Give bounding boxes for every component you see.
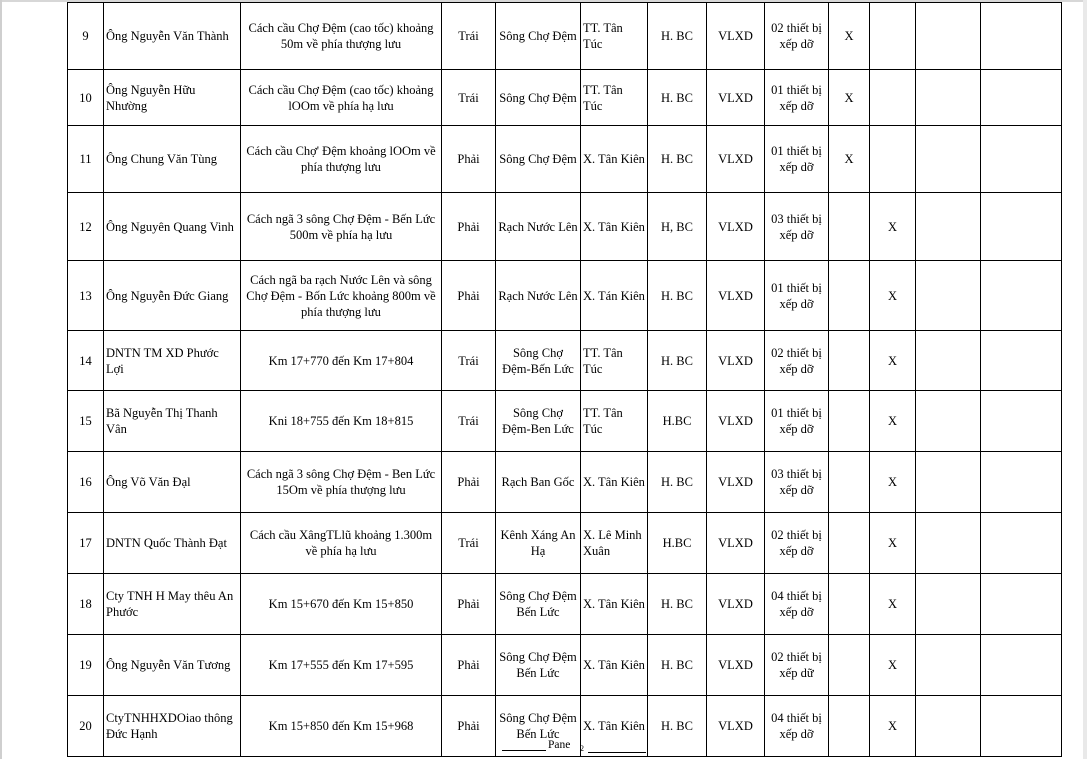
row-number-cell: 17 (68, 513, 104, 574)
empty-col-2-cell (981, 452, 1062, 513)
empty-col-1-cell (916, 391, 981, 452)
mark-col-1-cell (829, 331, 870, 391)
row-number-cell: 11 (68, 126, 104, 193)
table-row (68, 452, 1062, 513)
capacity-cell: H. BC (648, 331, 707, 391)
owner-name-cell: Ông Nguyễn Văn Tương (104, 635, 241, 696)
table-row (68, 574, 1062, 635)
owner-name-cell: DNTN Quốc Thành Đạt (104, 513, 241, 574)
empty-col-2-cell (981, 391, 1062, 452)
owner-name-cell: DNTN TM XD Phước Lợi (104, 331, 241, 391)
commune-cell: X. Tân Kiên (581, 635, 648, 696)
row-number-cell: 19 (68, 635, 104, 696)
row-number-cell: 15 (68, 391, 104, 452)
usage-cell: VLXD (707, 635, 765, 696)
owner-name-cell: Ông Nguyễn Đức Giang (104, 261, 241, 331)
owner-name-cell: Bã Nguyễn Thị Thanh Vân (104, 391, 241, 452)
mark-col-2-cell: X (870, 391, 916, 452)
empty-col-1-cell (916, 574, 981, 635)
mark-col-2-cell: X (870, 574, 916, 635)
usage-cell: VLXD (707, 574, 765, 635)
mark-col-2-cell (870, 126, 916, 193)
capacity-cell: H. BC (648, 574, 707, 635)
capacity-cell: H. BC (648, 696, 707, 757)
bank-side-cell: Trái (442, 513, 496, 574)
commune-cell: X. Tán Kiên (581, 261, 648, 331)
empty-col-2-cell (981, 70, 1062, 126)
empty-col-2-cell (981, 513, 1062, 574)
bank-side-cell: Phải (442, 193, 496, 261)
bank-side-cell: Phải (442, 635, 496, 696)
empty-col-2-cell (981, 193, 1062, 261)
waterway-cell: Sông Chợ Đệm Bến Lức (496, 635, 581, 696)
row-number-cell: 14 (68, 331, 104, 391)
table-row (68, 391, 1062, 452)
capacity-cell: H. BC (648, 261, 707, 331)
mark-col-2-cell: X (870, 635, 916, 696)
empty-col-1-cell (916, 696, 981, 757)
mark-col-1-cell (829, 513, 870, 574)
owner-name-cell: Ông Chung Văn Tùng (104, 126, 241, 193)
waterway-cell: Rạch Nước Lên (496, 261, 581, 331)
mark-col-1-cell (829, 696, 870, 757)
empty-col-1-cell (916, 70, 981, 126)
page-footer-note (502, 739, 570, 751)
row-number-cell: 20 (68, 696, 104, 757)
equipment-cell: 01 thiết bị xếp dỡ (765, 70, 829, 126)
table-row (68, 70, 1062, 126)
waterway-cell: Kênh Xáng An Hạ (496, 513, 581, 574)
waterway-cell: Sông Chợ Đệm (496, 70, 581, 126)
table-row (68, 3, 1062, 70)
mark-col-1-cell (829, 391, 870, 452)
usage-cell: VLXD (707, 193, 765, 261)
bank-side-cell: Trái (442, 3, 496, 70)
waterway-cell: Sông Chợ Đệm Bến Lức (496, 574, 581, 635)
row-number-cell: 18 (68, 574, 104, 635)
empty-col-1-cell (916, 193, 981, 261)
usage-cell: VLXD (707, 513, 765, 574)
row-number-cell: 9 (68, 3, 104, 70)
row-number-cell: 10 (68, 70, 104, 126)
empty-col-1-cell (916, 635, 981, 696)
commune-cell: X. Lê Minh Xuân (581, 513, 648, 574)
row-number-cell: 16 (68, 452, 104, 513)
waterway-cell: Rạch Nước Lên (496, 193, 581, 261)
location-desc-cell: Kni 18+755 đến Km 18+815 (241, 391, 442, 452)
empty-col-2-cell (981, 635, 1062, 696)
equipment-cell: 02 thiết bị xếp dữ (765, 635, 829, 696)
owner-name-cell: CtyTNHHXDOiao thông Đức Hạnh (104, 696, 241, 757)
waterway-cell: Rạch Ban Gốc (496, 452, 581, 513)
usage-cell: VLXD (707, 126, 765, 193)
empty-col-1-cell (916, 3, 981, 70)
capacity-cell: H, BC (648, 193, 707, 261)
location-desc-cell: Km 15+670 đến Km 15+850 (241, 574, 442, 635)
equipment-cell: 02 thiết bị xếp dỡ (765, 3, 829, 70)
location-desc-cell: Km 17+770 đến Km 17+804 (241, 331, 442, 391)
capacity-cell: H. BC (648, 126, 707, 193)
empty-col-2-cell (981, 126, 1062, 193)
usage-cell: VLXD (707, 261, 765, 331)
owner-name-cell: Ông Nguyễn Văn Thành (104, 3, 241, 70)
equipment-cell: 04 thiết bị xếp dỡ (765, 574, 829, 635)
table-row (68, 331, 1062, 391)
waterway-cell: Sông Chợ Đệm (496, 3, 581, 70)
commune-cell: X. Tân Kiên (581, 126, 648, 193)
mark-col-1-cell (829, 193, 870, 261)
mark-col-2-cell: X (870, 513, 916, 574)
capacity-cell: H.BC (648, 391, 707, 452)
owner-name-cell: Ông Nguyên Quang Vinh (104, 193, 241, 261)
usage-cell: VLXD (707, 452, 765, 513)
waterway-cell: Sông Chợ Đệm-Bến Lức (496, 331, 581, 391)
usage-cell: VLXD (707, 3, 765, 70)
usage-cell: VLXD (707, 331, 765, 391)
bank-side-cell: Trái (442, 391, 496, 452)
mark-col-2-cell: X (870, 452, 916, 513)
table-row (68, 635, 1062, 696)
mark-col-1-cell (829, 635, 870, 696)
location-desc-cell: Km 15+850 đến Km 15+968 (241, 696, 442, 757)
capacity-cell: H. BC (648, 3, 707, 70)
bank-side-cell: Phải (442, 696, 496, 757)
equipment-cell: 03 thiết bị xếp dỡ (765, 452, 829, 513)
row-number-cell: 13 (68, 261, 104, 331)
owner-name-cell: Ông Nguyễn Hữu Nhường (104, 70, 241, 126)
footer-text: Pane (548, 739, 571, 751)
mark-col-1-cell (829, 574, 870, 635)
mark-col-1-cell: X (829, 70, 870, 126)
equipment-cell: 01 thiết bị xếp dỡ (765, 391, 829, 452)
bank-side-cell: Trái (442, 70, 496, 126)
mark-col-1-cell: X (829, 3, 870, 70)
usage-cell: VLXD (707, 696, 765, 757)
owner-name-cell: Ông Võ Văn Đạl (104, 452, 241, 513)
equipment-cell: 01 thiết bị xếp dỡ (765, 126, 829, 193)
empty-col-2-cell (981, 3, 1062, 70)
empty-col-1-cell (916, 452, 981, 513)
row-number-cell: 12 (68, 193, 104, 261)
usage-cell: VLXD (707, 391, 765, 452)
equipment-cell: 02 thiết bị xếp dỡ (765, 331, 829, 391)
bank-side-cell: Phải (442, 261, 496, 331)
commune-cell: TT. Tân Túc (581, 3, 648, 70)
waterway-cell: Sông Chợ Đệm (496, 126, 581, 193)
capacity-cell: H.BC (648, 513, 707, 574)
waterway-cell: Sông Chợ Đệm Bến Lức (496, 696, 581, 757)
location-desc-cell: Cách cầu Chợ Đệm (cao tốc) khoảng lOOm về phía hạ lưu (241, 70, 442, 126)
mark-col-2-cell: X (870, 331, 916, 391)
empty-col-2-cell (981, 331, 1062, 391)
footer-page-index: 2 (580, 744, 584, 753)
footer-underline (502, 750, 546, 751)
commune-cell: TT. Tân Túc (581, 391, 648, 452)
equipment-cell: 02 thiết bị xếp dỡ (765, 513, 829, 574)
usage-cell: VLXD (707, 70, 765, 126)
table-row (68, 126, 1062, 193)
footer-underline-2 (588, 752, 646, 753)
location-desc-cell: Cách ngã ba rạch Nước Lên và sông Chợ Đệm - Bốn Lức khoảng 800m về phía thượng lưu (241, 261, 442, 331)
waterway-cell: Sông Chợ Đệm-Ben Lức (496, 391, 581, 452)
equipment-cell: 03 thiết bị xếp dỡ (765, 193, 829, 261)
bank-side-cell: Phải (442, 126, 496, 193)
commune-cell: X. Tân Kiên (581, 452, 648, 513)
location-desc-cell: Cách cầu Chợ Đệm (cao tốc) khoảng 50m về phía thượng lưu (241, 3, 442, 70)
location-desc-cell: Cách cầu Chợ' Đệm khoảng lOOm về phía thượng lưu (241, 126, 442, 193)
bank-side-cell: Phải (442, 452, 496, 513)
equipment-cell: 04 thiết bị xếp dỡ (765, 696, 829, 757)
owner-name-cell: Cty TNH H May thêu An Phước (104, 574, 241, 635)
capacity-cell: H. BC (648, 452, 707, 513)
commune-cell: X. Tân Kiên (581, 696, 648, 757)
empty-col-2-cell (981, 574, 1062, 635)
empty-col-1-cell (916, 126, 981, 193)
table-row (68, 193, 1062, 261)
port-registry-table (67, 2, 1062, 757)
empty-col-2-cell (981, 696, 1062, 757)
mark-col-1-cell: X (829, 126, 870, 193)
bank-side-cell: Phải (442, 574, 496, 635)
commune-cell: X. Tân Kiên (581, 193, 648, 261)
location-desc-cell: Cách ngã 3 sông Chợ Đệm - Ben Lức 15Om về phía thượng lưu (241, 452, 442, 513)
capacity-cell: H. BC (648, 635, 707, 696)
equipment-cell: 01 thiết bị xếp dỡ (765, 261, 829, 331)
page-left-edge (0, 0, 2, 759)
bank-side-cell: Trái (442, 331, 496, 391)
commune-cell: X. Tân Kiên (581, 574, 648, 635)
empty-col-1-cell (916, 261, 981, 331)
capacity-cell: H. BC (648, 70, 707, 126)
table-row (68, 513, 1062, 574)
commune-cell: TT. Tân Túc (581, 331, 648, 391)
mark-col-1-cell (829, 261, 870, 331)
table-row (68, 261, 1062, 331)
mark-col-2-cell (870, 70, 916, 126)
location-desc-cell: Km 17+555 đến Km 17+595 (241, 635, 442, 696)
empty-col-1-cell (916, 331, 981, 391)
mark-col-2-cell: X (870, 193, 916, 261)
page-right-edge (1083, 0, 1087, 759)
mark-col-1-cell (829, 452, 870, 513)
mark-col-2-cell: X (870, 696, 916, 757)
empty-col-2-cell (981, 261, 1062, 331)
mark-col-2-cell: X (870, 261, 916, 331)
location-desc-cell: Cách cầu XângTLlũ khoảng 1.300m về phía hạ lưu (241, 513, 442, 574)
commune-cell: TT. Tân Túc (581, 70, 648, 126)
mark-col-2-cell (870, 3, 916, 70)
location-desc-cell: Cách ngã 3 sông Chợ Đệm - Bến Lức 500m về phía hạ lưu (241, 193, 442, 261)
empty-col-1-cell (916, 513, 981, 574)
